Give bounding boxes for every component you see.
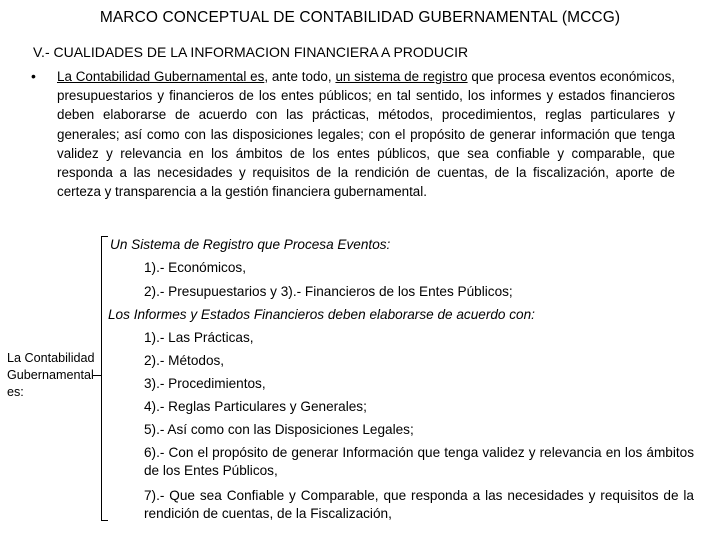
bullet-marker: •	[31, 68, 36, 84]
diagram-root-label: La Contabilidad Gubernamental es:	[7, 351, 95, 399]
diagram-item-1: 1).- Económicos,	[144, 260, 246, 275]
diagram-heading-2: Los Informes y Estados Financieros deben elaborarse de acuerdo con:	[108, 307, 535, 322]
diagram-list-item: 2).- Métodos,	[144, 353, 225, 368]
underlined-phrase-1: La Contabilidad Gubernamental es	[57, 69, 265, 84]
paragraph-text-2: que procesa eventos económicos, presupuestarios y financieros de los entes públicos; en tal sentido, los informes y estados financieros deben elaborarse de acuerdo con las prácticas, métodos, procedimientos, reglas particulares y generales; así como con las disposiciones legales; con el propósito de generar información que tenga validez y relevancia en los ámbitos de los entes públicos, que sea confiable y comparable, que responda a las necesidades y requisitos de la rendición de cuentas, de la fiscalización, aporte de certeza y transparencia a la gestión financiera gubernamental.	[57, 69, 675, 200]
diagram-bracket	[101, 236, 108, 521]
diagram-list-item: 7).- Que sea Confiable y Comparable, que responda a las necesidades y requisitos de la rendición de cuentas, de la Fiscalización,	[144, 488, 694, 521]
section-subtitle: V.- CUALIDADES DE LA INFORMACION FINANCIERA A PRODUCIR	[33, 44, 469, 60]
underlined-phrase-2: un sistema de registro	[335, 69, 468, 84]
diagram-list-item: 5).- Así como con las Disposiciones Legales;	[144, 422, 414, 437]
diagram-list-item: 1).- Las Prácticas,	[144, 330, 254, 345]
page-title: MARCO CONCEPTUAL DE CONTABILIDAD GUBERNAMENTAL (MCCG)	[99, 9, 621, 26]
diagram-list-item: 4).- Reglas Particulares y Generales;	[144, 399, 367, 414]
diagram-list-item: 3).- Procedimientos,	[144, 376, 266, 391]
diagram-item-2: 2).- Presupuestarios y 3).- Financieros de los Entes Públicos;	[144, 284, 513, 299]
diagram-bracket-connector	[93, 375, 102, 376]
diagram-list-item: 6).- Con el propósito de generar Información que tenga validez y relevancia en los ámbitos de los Entes Públicos,	[144, 445, 694, 478]
diagram-heading-1: Un Sistema de Registro que Procesa Eventos:	[110, 237, 391, 252]
definition-paragraph	[57, 67, 675, 201]
paragraph-text-1: , ante todo,	[264, 69, 336, 84]
